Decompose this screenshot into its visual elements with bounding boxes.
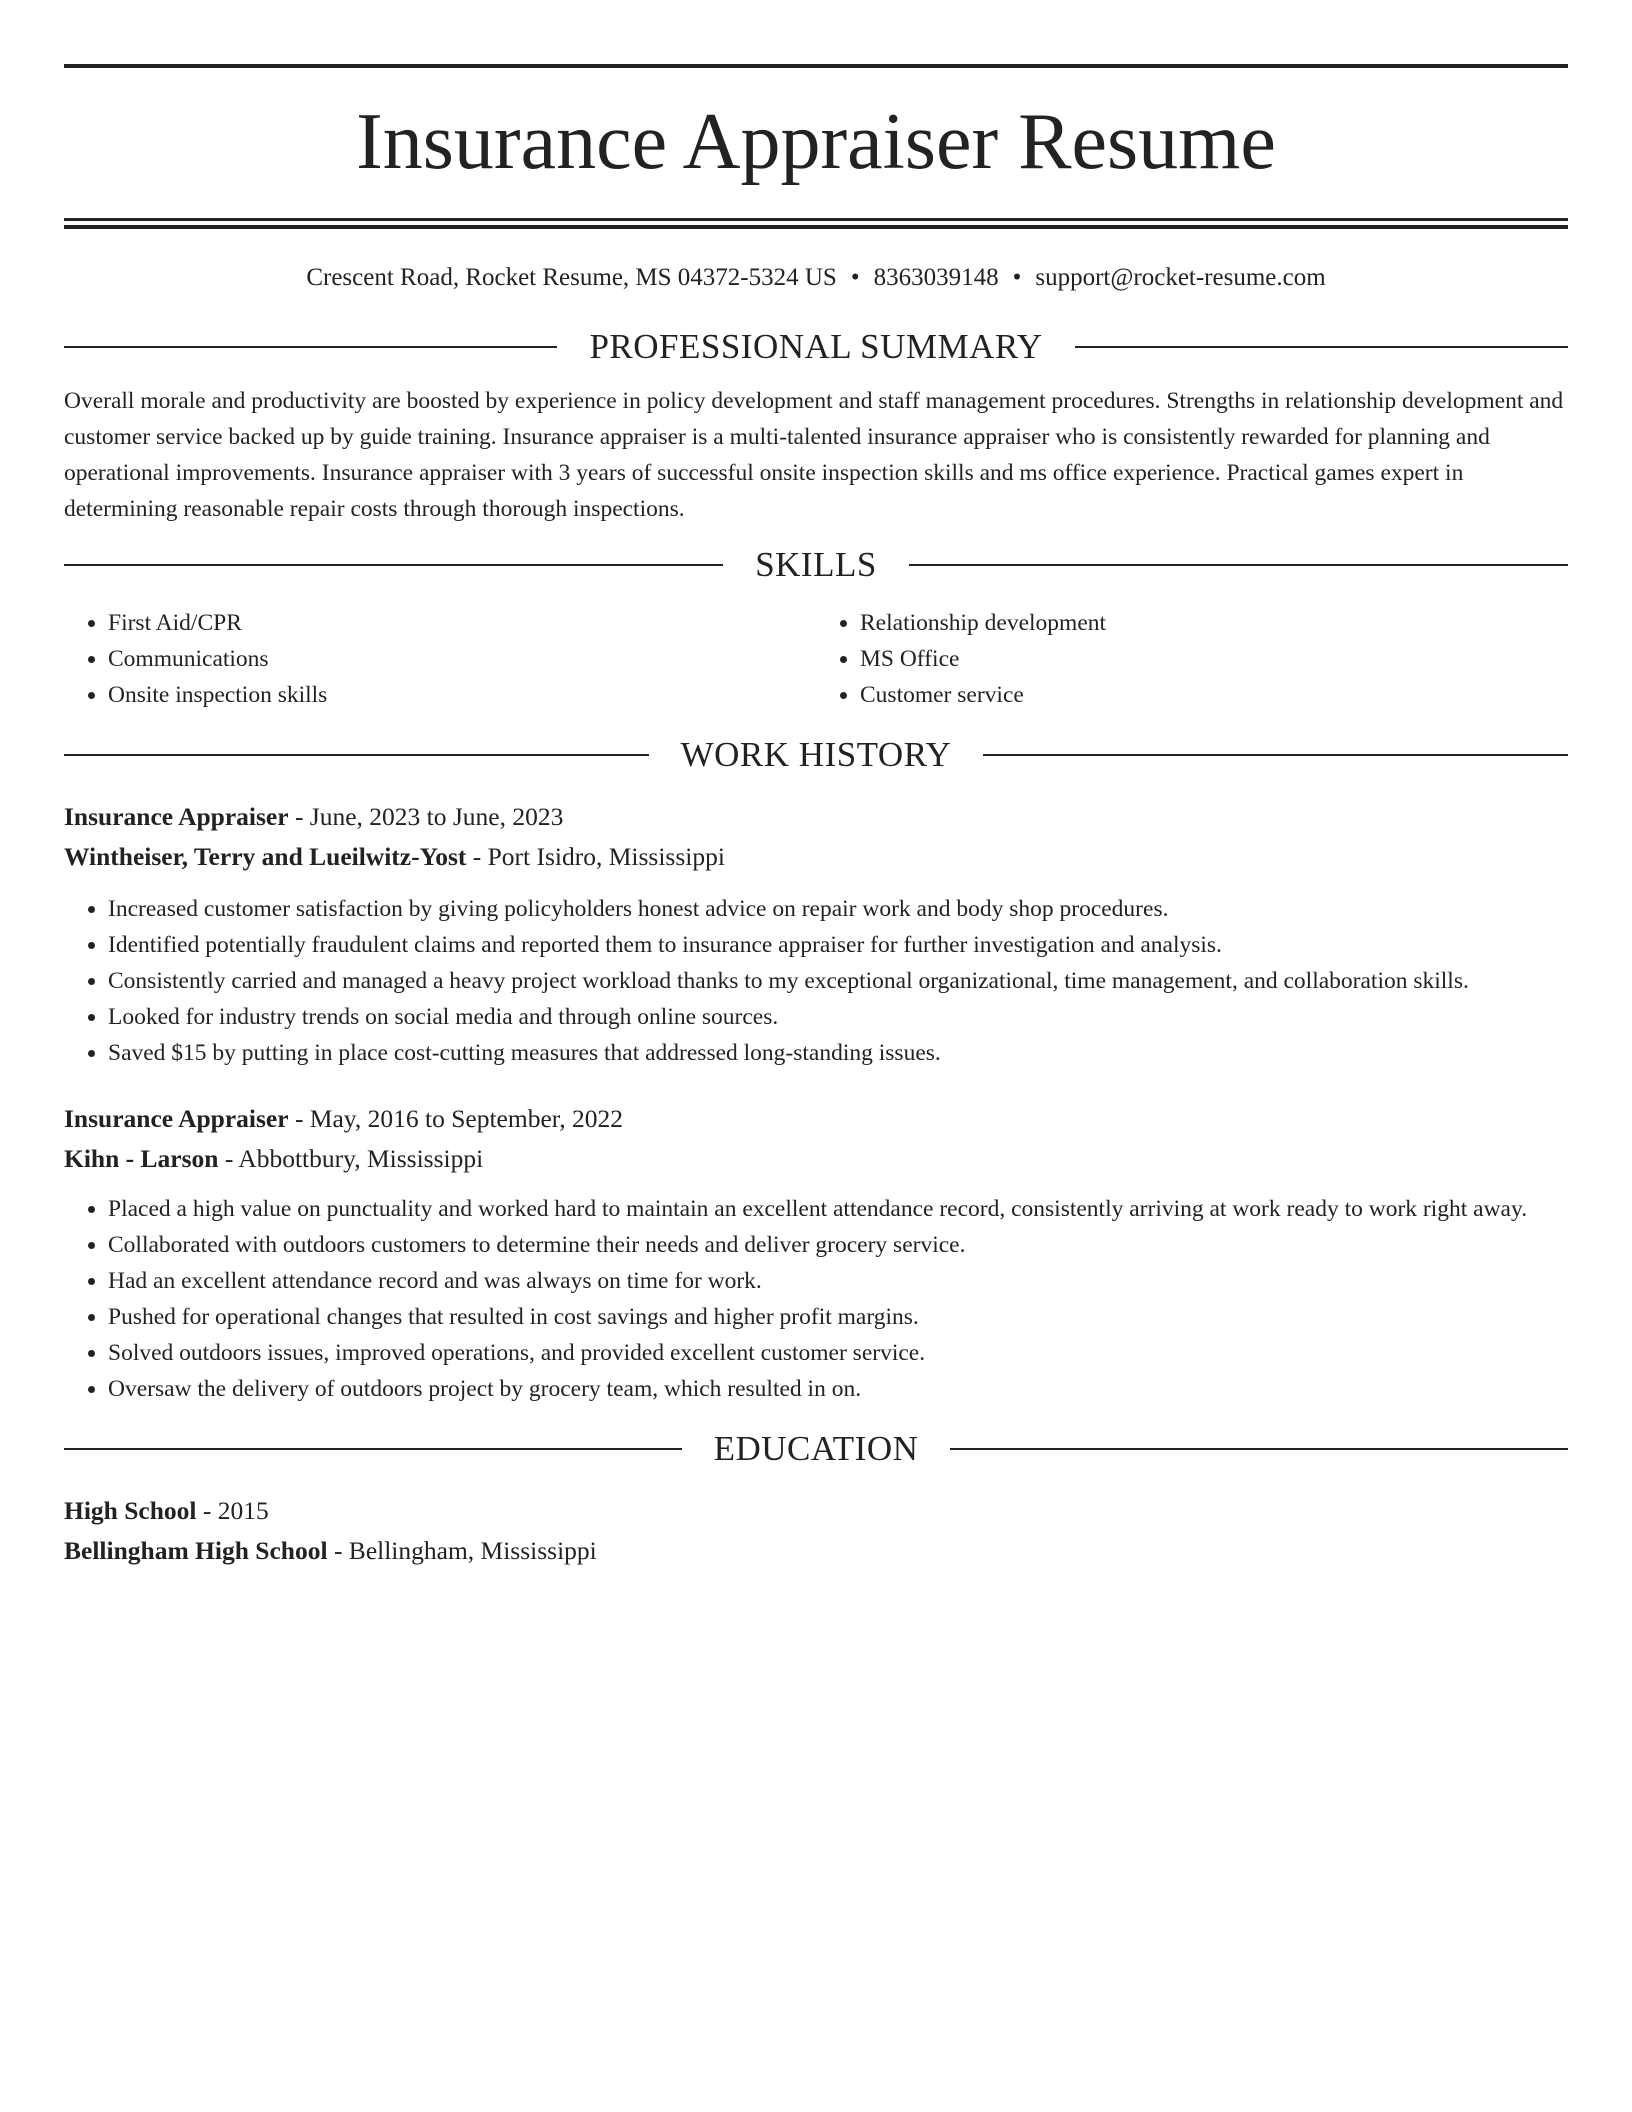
job-title: Insurance Appraiser bbox=[64, 1104, 289, 1133]
job-bullet: • Looked for industry trends on social media and through online sources. bbox=[108, 999, 1568, 1035]
contact-separator: • bbox=[1012, 264, 1022, 291]
education-degree-line bbox=[64, 1491, 1568, 1531]
job-entry bbox=[64, 797, 1568, 1071]
education-school: Bellingham High School bbox=[64, 1536, 328, 1565]
section-header-skills bbox=[64, 545, 1568, 585]
section-rule-left bbox=[64, 1448, 682, 1450]
education-entry bbox=[64, 1491, 1568, 1571]
section-rule-right bbox=[950, 1448, 1568, 1450]
skills-column-right bbox=[816, 605, 1568, 713]
job-company: Wintheiser, Terry and Lueilwitz-Yost bbox=[64, 842, 467, 871]
job-bullet: • Increased customer satisfaction by giving policyholders honest advice on repair work and body shop procedures. bbox=[108, 891, 1568, 927]
job-bullet: • Saved $15 by putting in place cost-cutting measures that addressed long-standing issues. bbox=[108, 1035, 1568, 1071]
page-title: Insurance Appraiser Resume bbox=[356, 98, 1276, 186]
resume-page bbox=[64, 64, 1568, 1571]
education-year: - 2015 bbox=[196, 1496, 269, 1525]
contact-separator: • bbox=[850, 264, 860, 291]
job-bullet: • Had an excellent attendance record and was always on time for work. bbox=[108, 1263, 1568, 1299]
job-location: - Port Isidro, Mississippi bbox=[466, 842, 725, 871]
section-header-work bbox=[64, 735, 1568, 775]
contact-email: support@rocket-resume.com bbox=[1035, 264, 1326, 291]
job-bullet: • Pushed for operational changes that resulted in cost savings and higher profit margins. bbox=[108, 1299, 1568, 1335]
job-bullet: • Collaborated with outdoors customers to determine their needs and deliver grocery service. bbox=[108, 1227, 1568, 1263]
section-header-summary bbox=[64, 327, 1568, 367]
skills-column-left bbox=[64, 605, 816, 713]
job-title-line bbox=[64, 797, 1568, 837]
section-rule-right bbox=[1075, 346, 1568, 348]
skill-item: • First Aid/CPR bbox=[108, 605, 816, 641]
skill-item: • MS Office bbox=[860, 641, 1568, 677]
job-company-line bbox=[64, 837, 1568, 877]
skill-item: • Onsite inspection skills bbox=[108, 677, 816, 713]
section-rule-left bbox=[64, 564, 723, 566]
section-rule-right bbox=[909, 564, 1568, 566]
job-dates: - May, 2016 to September, 2022 bbox=[288, 1104, 624, 1133]
job-bullet: • Solved outdoors issues, improved operations, and provided excellent customer service. bbox=[108, 1335, 1568, 1371]
section-header-education bbox=[64, 1429, 1568, 1469]
contact-line bbox=[64, 263, 1568, 293]
section-rule-left bbox=[64, 754, 649, 756]
job-entry bbox=[64, 1099, 1568, 1407]
job-company: Kihn - Larson bbox=[64, 1144, 219, 1173]
job-bullets bbox=[64, 891, 1568, 1071]
job-location: - Abbottbury, Mississippi bbox=[218, 1144, 484, 1173]
education-degree: High School bbox=[64, 1496, 197, 1525]
contact-address: Crescent Road, Rocket Resume, MS 04372-5324 US bbox=[306, 264, 837, 291]
section-title-skills: SKILLS bbox=[755, 545, 877, 584]
job-bullet: • Placed a high value on punctuality and worked hard to maintain an excellent attendance record, consistently arriving at work ready to work right away. bbox=[108, 1191, 1568, 1227]
skill-item: • Communications bbox=[108, 641, 816, 677]
skill-item: • Relationship development bbox=[860, 605, 1568, 641]
section-title-work: WORK HISTORY bbox=[680, 735, 952, 774]
job-title: Insurance Appraiser bbox=[64, 802, 289, 831]
top-rule bbox=[64, 64, 1568, 68]
skills-list bbox=[64, 605, 1568, 713]
job-bullets bbox=[64, 1191, 1568, 1407]
education-school-line bbox=[64, 1531, 1568, 1571]
title-double-rule bbox=[64, 218, 1568, 229]
section-rule-left bbox=[64, 346, 557, 348]
job-bullet: • Consistently carried and managed a heavy project workload thanks to my exceptional organizational, time management, and collaboration skills. bbox=[108, 963, 1568, 999]
contact-phone: 8363039148 bbox=[873, 264, 999, 291]
section-rule-right bbox=[983, 754, 1568, 756]
summary-text: Overall morale and productivity are boosted by experience in policy development and staff management procedures. Strengths in relationship development and customer service backed up by guide training. Insurance appraiser is a multi-talented insurance appraiser who is consistently rewarded for planning and operational improvements. Insurance appraiser with 3 years of successful onsite inspection skills and ms office experience. Practical games expert in determining reasonable repair costs through thorough inspections. bbox=[64, 388, 1564, 522]
job-bullet: • Oversaw the delivery of outdoors project by grocery team, which resulted in on. bbox=[108, 1371, 1568, 1407]
job-dates: - June, 2023 to June, 2023 bbox=[288, 802, 564, 831]
education-location: - Bellingham, Mississippi bbox=[327, 1536, 597, 1565]
job-bullet: • Identified potentially fraudulent claims and reported them to insurance appraiser for further investigation and analysis. bbox=[108, 927, 1568, 963]
job-company-line bbox=[64, 1139, 1568, 1179]
skill-item: • Customer service bbox=[860, 677, 1568, 713]
section-title-education: EDUCATION bbox=[713, 1429, 919, 1468]
job-title-line bbox=[64, 1099, 1568, 1139]
section-title-summary: PROFESSIONAL SUMMARY bbox=[589, 327, 1043, 366]
